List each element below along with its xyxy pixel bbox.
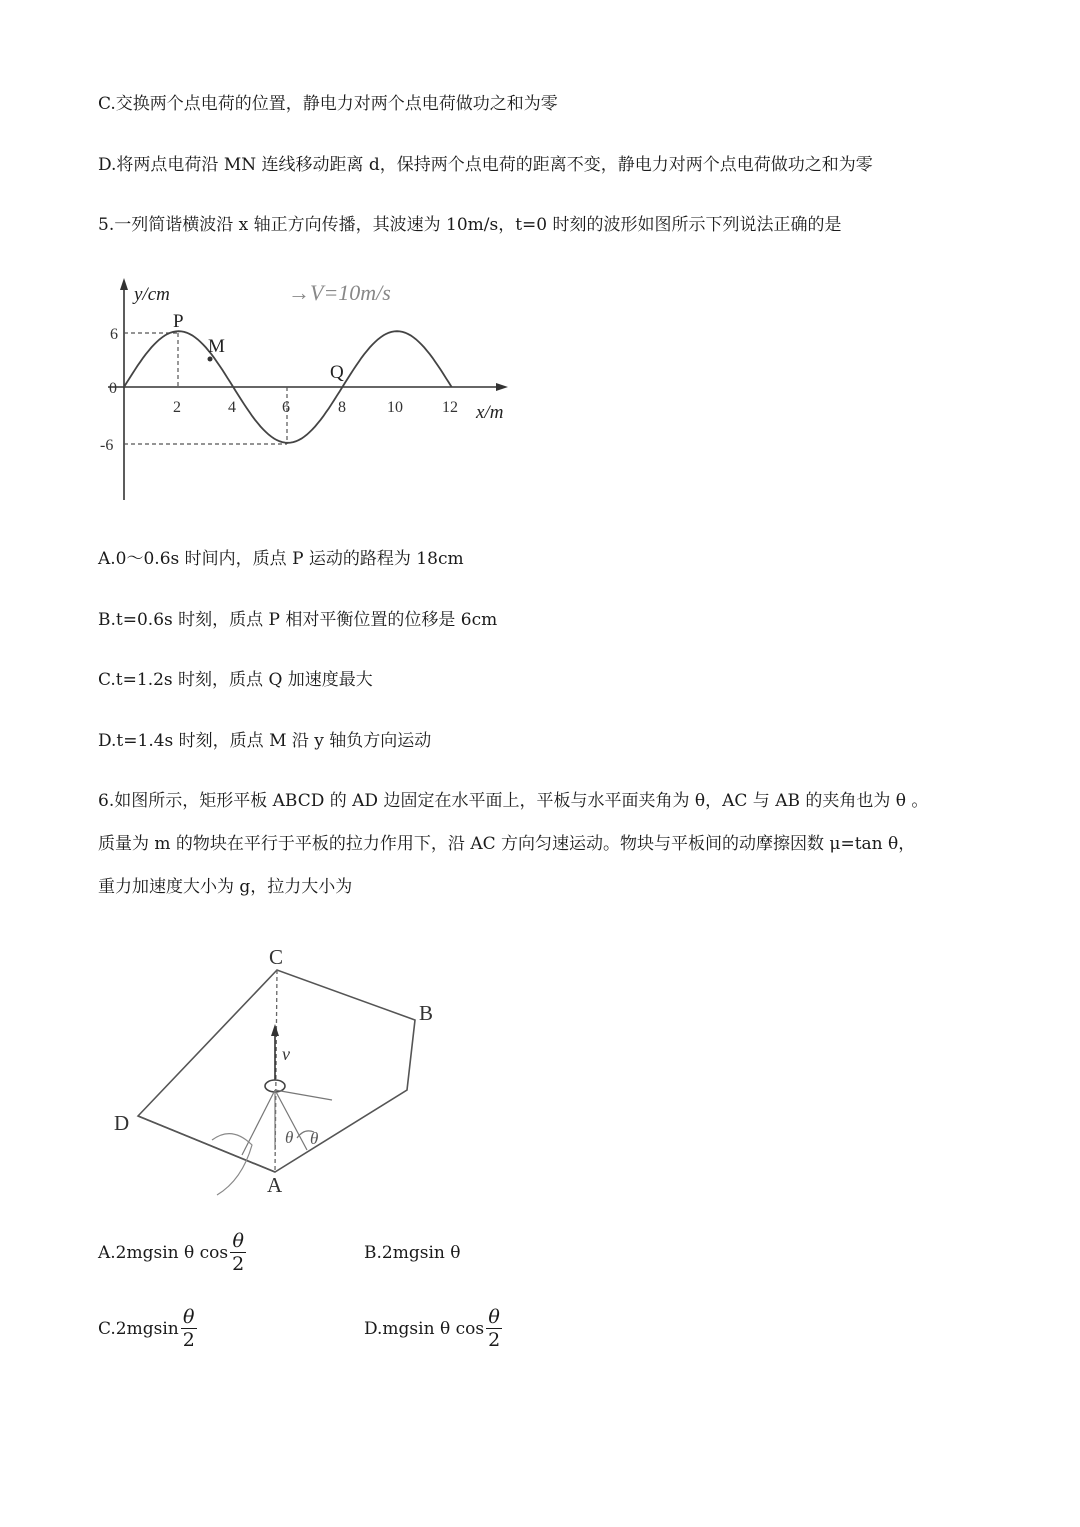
q6-option-c-fraction	[181, 1306, 197, 1351]
handwritten-velocity-note: →V=10m/s	[288, 280, 391, 305]
x-tick-12: 12	[442, 399, 458, 416]
q5-option-b: B.t=0.6s 时刻，质点 P 相对平衡位置的位移是 6cm	[98, 610, 498, 630]
label-theta-1: θ	[285, 1128, 294, 1147]
fraction-denominator: 2	[232, 1253, 245, 1275]
y-tick-0: 0	[109, 380, 117, 397]
q6-option-a-prefix: A.2mgsin θ cos	[98, 1242, 229, 1263]
x-tick-6: 6	[282, 399, 290, 416]
q6-stem-line-3: 重力加速度大小为 g，拉力大小为	[98, 877, 353, 897]
fraction-numerator: θ	[486, 1306, 502, 1329]
q5-option-c: C.t=1.2s 时刻，质点 Q 加速度最大	[98, 670, 373, 690]
x-tick-10: 10	[387, 399, 403, 416]
q4-option-c: C.交换两个点电荷的位置，静电力对两个点电荷做功之和为零	[98, 94, 558, 114]
q6-stem-line-1: 6.如图所示，矩形平板 ABCD 的 AD 边固定在水平面上，平板与水平面夹角为 θ，AC 与 AB 的夹角也为 θ 。	[98, 791, 929, 811]
label-v: v	[282, 1044, 290, 1064]
label-b: B	[419, 1001, 434, 1025]
x-tick-2: 2	[173, 399, 181, 416]
q5-option-a: A.0～0.6s 时间内，质点 P 运动的路程为 18cm	[98, 549, 464, 569]
x-tick-8: 8	[338, 399, 346, 416]
label-c: C	[269, 945, 284, 969]
wave-graph	[98, 270, 538, 510]
q6-option-d	[364, 1306, 502, 1351]
fraction-numerator: θ	[230, 1230, 246, 1253]
q6-option-d-fraction	[486, 1306, 502, 1351]
q4-option-d: D.将两点电荷沿 MN 连线移动距离 d，保持两个点电荷的距离不变，静电力对两个点电荷做功之和为零	[98, 155, 873, 175]
label-theta-2: θ	[310, 1129, 319, 1148]
x-axis-label: x/m	[476, 402, 504, 423]
point-m-label: M	[208, 336, 225, 357]
q6-option-b-prefix: B.2mgsin θ	[364, 1243, 461, 1263]
inclined-plate-diagram	[92, 940, 462, 1210]
point-q-label: Q	[330, 362, 344, 383]
y-axis-label: y/cm	[134, 284, 170, 305]
y-tick-6: 6	[110, 326, 118, 343]
point-m-dot	[208, 357, 213, 362]
fraction-denominator: 2	[182, 1329, 195, 1351]
q6-option-c	[98, 1306, 197, 1351]
y-tick-neg6: -6	[100, 437, 114, 454]
q6-stem-line-2: 质量为 m 的物块在平行于平板的拉力作用下，沿 AC 方向匀速运动。物块与平板间的动摩擦因数 μ=tan θ，	[98, 834, 916, 854]
q6-option-a	[98, 1230, 246, 1275]
q6-option-c-prefix: C.2mgsin	[98, 1318, 179, 1339]
x-tick-4: 4	[228, 399, 236, 416]
q6-option-b	[364, 1243, 460, 1263]
q6-option-d-prefix: D.mgsin θ cos	[364, 1318, 485, 1339]
fraction-denominator: 2	[488, 1329, 501, 1351]
fraction-numerator: θ	[181, 1306, 197, 1329]
q6-option-a-fraction	[230, 1230, 246, 1275]
point-p-label: P	[173, 311, 184, 332]
q5-stem: 5.一列简谐横波沿 x 轴正方向传播，其波速为 10m/s，t=0 时刻的波形如图所示下列说法正确的是	[98, 215, 842, 235]
q5-option-d: D.t=1.4s 时刻，质点 M 沿 y 轴负方向运动	[98, 731, 432, 751]
label-a: A	[267, 1173, 283, 1197]
label-d: D	[114, 1111, 130, 1135]
